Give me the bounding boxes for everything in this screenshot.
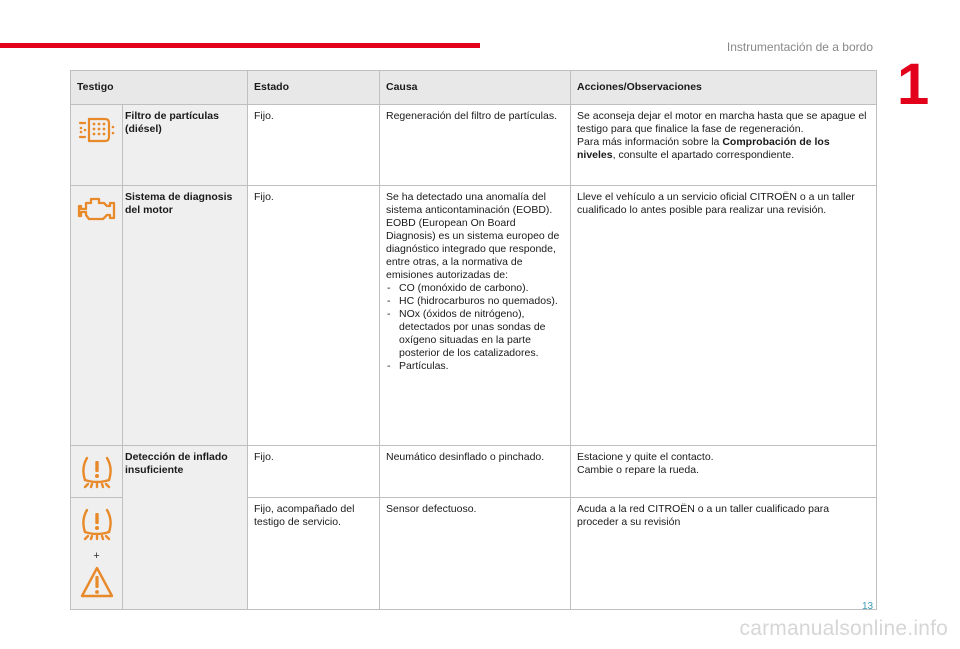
acciones-cell [571,105,877,186]
page-number: 13 [862,601,874,612]
causa-cell: Sensor defectuoso. [380,498,571,610]
header-causa: Causa [380,71,571,105]
list-item: - NOx (óxidos de nitrógeno), detectados por unas sondas de oxígeno situadas en la parte posterior de los catalizadores. [386,308,564,360]
icon-cell [71,186,123,446]
acciones-cell: Lleve el vehículo a un servicio oficial CITROËN o a un taller cualificado lo antes posible para realizar una revisión. [571,186,877,446]
emissions-list [386,282,564,373]
watermark: carmanualsonline.info [739,617,948,640]
table-header-row [71,71,877,105]
icon-cell [71,498,123,610]
acciones-cell: Acuda a la red CITROËN o a un taller cualificado para proceder a su revisión [571,498,877,610]
chapter-number: 1 [897,52,930,117]
causa-text: Se ha detectado una anomalía del sistema anticontaminación (EOBD). EOBD (European On Board Diagnosis) es un sistema europeo de diagnóstico integrado que responde, entre otras, a la normativa de emisiones autorizadas de: [386,191,560,281]
estado-cell: Fijo. [248,186,380,446]
header-acciones: Acciones/Observaciones [571,71,877,105]
chapter-title: Instrumentación de a bordo [726,40,873,54]
icon-cell [71,105,123,186]
tyre-pressure-warning-icon [79,454,115,490]
list-item: - CO (monóxido de carbono). [386,282,564,295]
warning-name: Sistema de diagnosis del motor [123,186,248,446]
estado-cell: Fijo, acompañado del testigo de servicio. [248,498,380,610]
engine-diagnosis-warning-icon [77,194,117,224]
acciones-cell [571,446,877,498]
causa-cell [380,186,571,446]
causa-cell: Regeneración del filtro de partículas. [380,105,571,186]
table-row [71,186,877,446]
icon-cell [71,446,123,498]
warning-lights-table [70,70,877,610]
list-item: - HC (hidrocarburos no quemados). [386,295,564,308]
table-row [71,446,877,498]
warning-name: Filtro de partículas (diésel) [123,105,248,186]
particle-filter-warning-icon [77,113,117,147]
tyre-pressure-warning-icon [79,506,115,542]
header-estado: Estado [248,71,380,105]
estado-cell: Fijo. [248,105,380,186]
service-warning-triangle-icon [79,565,115,599]
warning-name: Detección de inflado insuficiente [123,446,248,610]
causa-cell: Neumático desinflado o pinchado. [380,446,571,498]
acciones-text: Cambie o repare la rueda. [577,464,699,476]
acciones-text: Se aconseja dejar el motor en marcha hasta que se apague el testigo para que finalice la fase de regeneración. [577,110,867,135]
table-row [71,105,877,186]
cross-reference: Comprobación de los niveles [577,136,830,161]
plus-sign: + [93,550,100,562]
acciones-text: Para más información sobre la Comprobación de los niveles, consulte el apartado correspondiente. [577,136,830,161]
header-testigo: Testigo [71,71,248,105]
estado-cell: Fijo. [248,446,380,498]
acciones-text: Estacione y quite el contacto. [577,451,714,463]
list-item: - Partículas. [386,360,564,373]
header-red-bar [0,43,480,48]
